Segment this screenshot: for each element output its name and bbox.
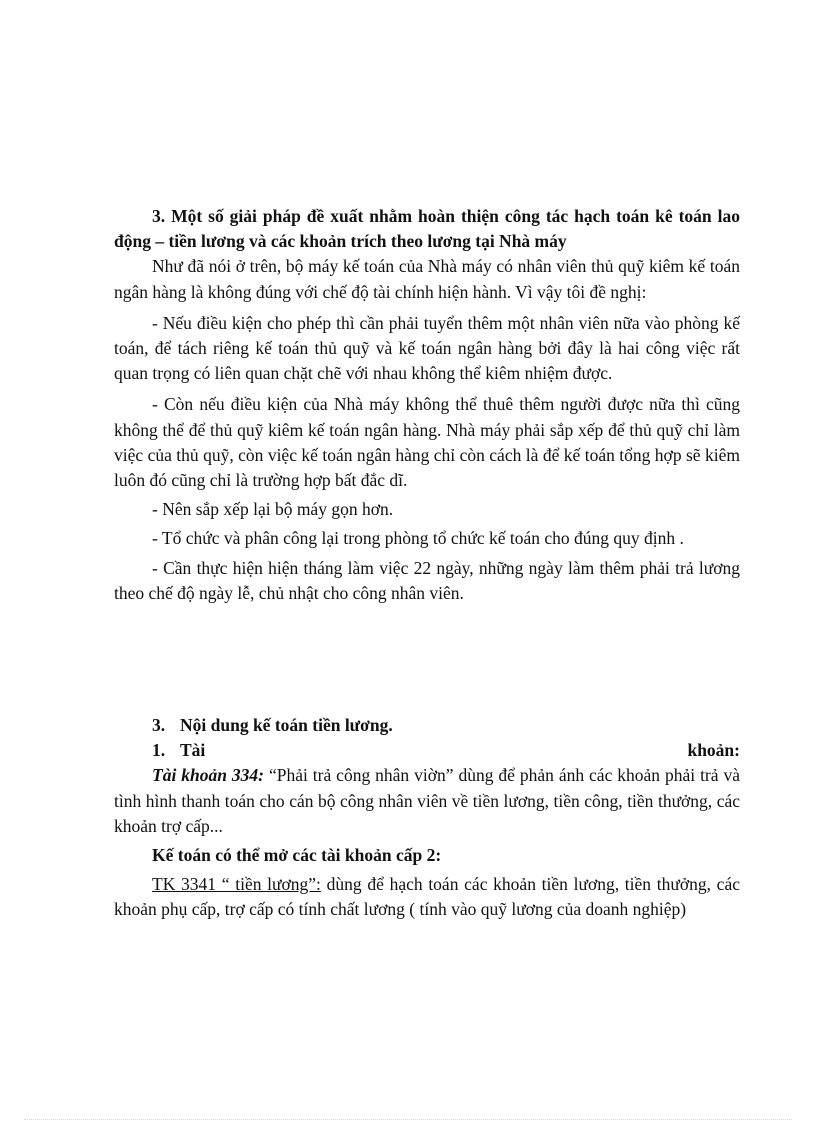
heading-number: 3. xyxy=(152,715,166,735)
section-heading: 3. Một số giải pháp đề xuất nhằm hoàn thiện công tác hạch toán kê toán lao động – tiền lương và các khoản trích theo lương tại Nhà máy xyxy=(114,206,740,252)
page-bottom-divider xyxy=(24,1119,792,1120)
content-section xyxy=(114,713,740,923)
list-item: - Nếu điều kiện cho phép thì cần phải tuyển thêm một nhân viên nữa vào phòng kế toán, để tách riêng kế toán thủ quỹ và kế toán ngân hàng bởi đây là hai công việc rất quan trọng có liên quan chặt chẽ với nhau không thể kiêm nhiệm được. xyxy=(114,312,740,384)
level2-heading: Kế toán có thể mở các tài khoản cấp 2: xyxy=(152,845,442,866)
tk3341-paragraph xyxy=(114,872,740,922)
subheading-number: 1. xyxy=(152,740,166,761)
account-subheading xyxy=(114,738,740,763)
subheading-left-text: Tài xyxy=(180,740,206,761)
heading-text: Nội dung kế toán tiền lương. xyxy=(180,715,393,735)
list-item: - Cần thực hiện hiện tháng làm việc 22 ngày, những ngày làm thêm phải trả lương theo chế độ ngày lễ, chủ nhật cho công nhân viên. xyxy=(114,557,740,603)
account-334-paragraph xyxy=(114,763,740,839)
tk3341-text: dùng để hạch toán các khoản tiền lương, tiền thưởng, các khoản phụ cấp, trợ cấp có tính chất lương ( tính vào quỹ lương của doanh nghiệp) xyxy=(114,874,740,920)
list-item: - Nên sắp xếp lại bộ máy gọn hơn. xyxy=(152,499,394,520)
subheading-left xyxy=(152,738,205,763)
intro-paragraph: Như đã nói ở trên, bộ máy kế toán của Nhà máy có nhân viên thủ quỹ kiêm kế toán ngân hàng là không đúng với chế độ tài chính hiện hành. Vì vậy tôi đề nghị: xyxy=(114,256,740,302)
account-334-label: Tài khoản 334: xyxy=(152,765,264,786)
content-heading xyxy=(114,713,740,738)
subheading-right: khoản: xyxy=(687,740,740,761)
document-page xyxy=(114,204,740,606)
tk3341-label: TK 3341 “ tiền lương”: xyxy=(152,874,321,895)
account-334-text: “Phải trả công nhân viờn” dùng để phản ánh các khoản phải trả và tình hình thanh toán cho cán bộ công nhân viên về tiền lương, tiền công, tiền thưởng, các khoản trợ cấp... xyxy=(114,765,740,836)
list-item: - Tổ chức và phân công lại trong phòng tổ chức kế toán cho đúng quy định . xyxy=(152,528,684,549)
list-item: - Còn nếu điều kiện của Nhà máy không thể thuê thêm người được nữa thì cũng không thể để thủ quỹ kiêm kế toán ngân hàng. Nhà máy phải sắp xếp để thủ quỹ chỉ làm việc của thủ quỹ, còn việc kế toán ngân hàng chỉ còn cách là để kế toán tổng hợp sẽ kiêm luôn đó cũng chỉ là trường hợp bất đắc dĩ. xyxy=(114,394,740,491)
